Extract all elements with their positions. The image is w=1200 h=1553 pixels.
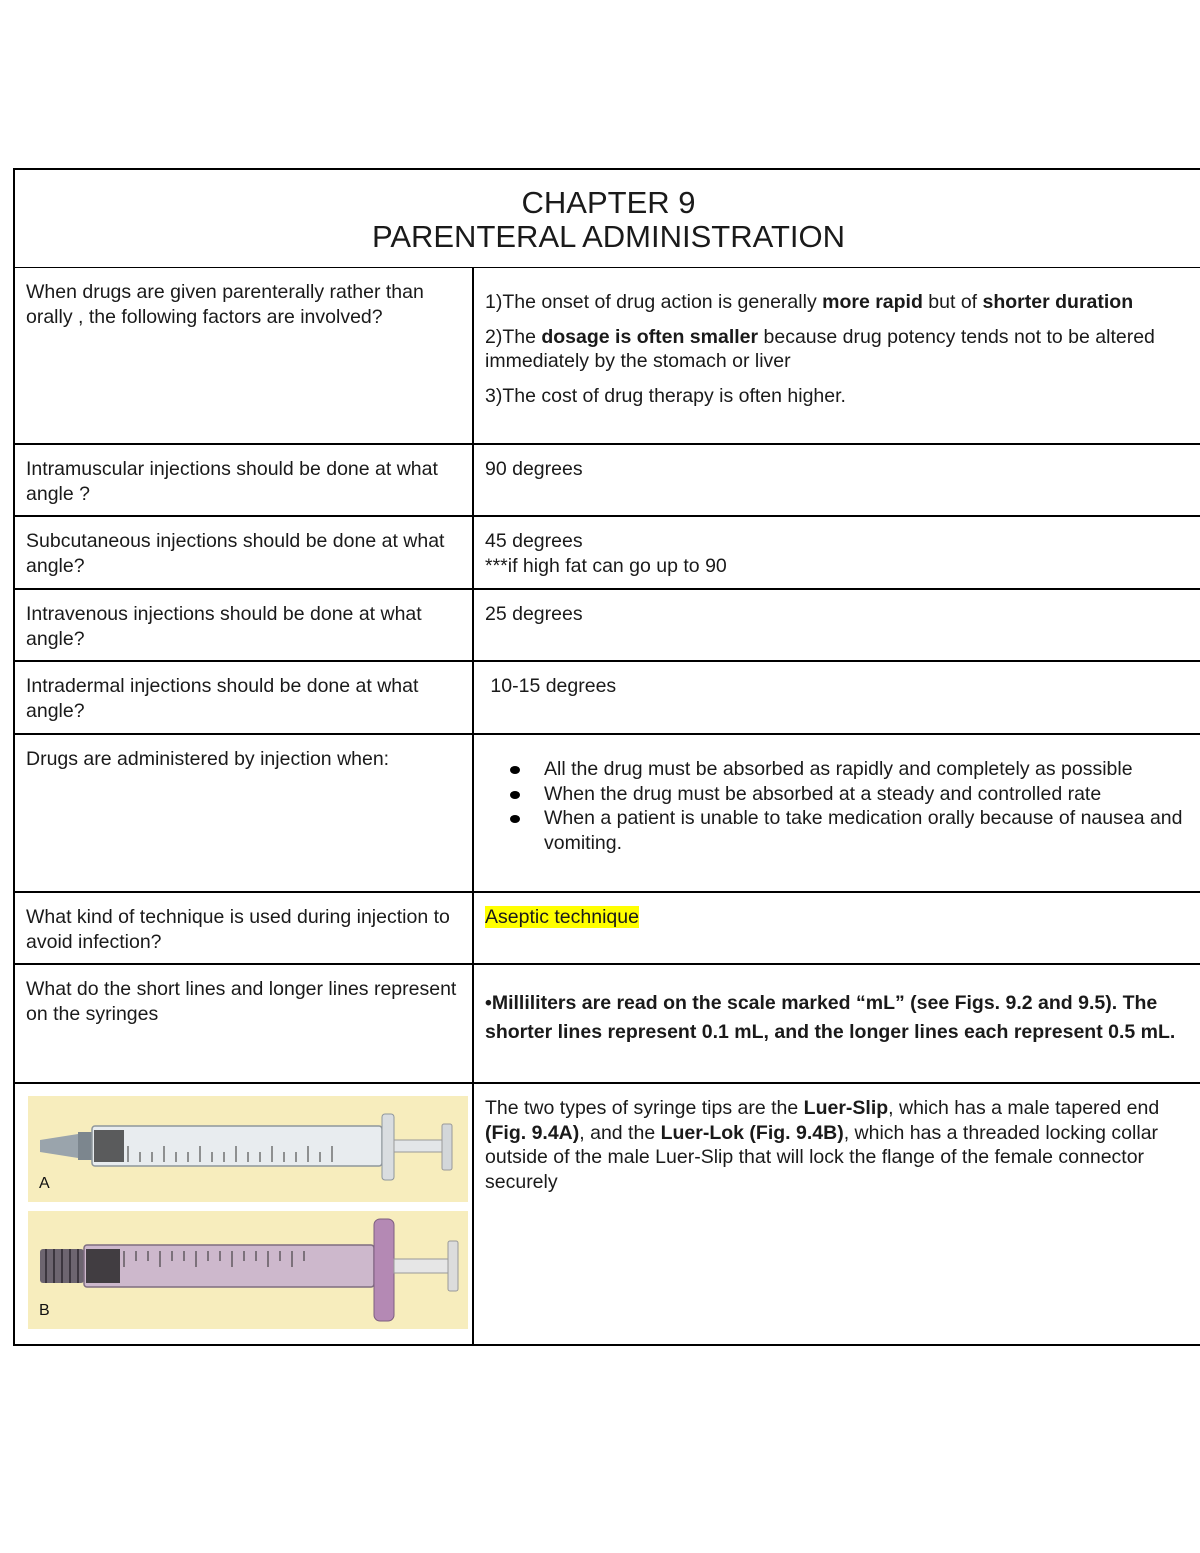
question-cell: Drugs are administered by injection when: (15, 735, 474, 891)
study-table (13, 168, 1200, 1346)
table-row (15, 588, 1200, 660)
list-item: When a patient is unable to take medication orally because of nausea and vomiting. (474, 806, 1190, 855)
figure-cell (15, 1084, 474, 1344)
question-cell: Intravenous injections should be done at what angle? (15, 590, 474, 660)
syringe-figure-a (28, 1096, 468, 1202)
chapter-name: PARENTERAL ADMINISTRATION (371, 219, 846, 254)
answer-paragraph: 2)The dosage is often smaller because drug potency tends not to be altered immediately by the stomach or liver (485, 325, 1155, 372)
answer-paragraph: 3)The cost of drug therapy is often higher. (485, 384, 846, 407)
list-item: When the drug must be absorbed at a steady and controlled rate (474, 782, 1190, 807)
table-row (15, 660, 1200, 733)
answer-cell: 25 degrees (474, 590, 1200, 660)
table-row (15, 891, 1200, 963)
chapter-title (15, 170, 1200, 267)
answer-cell: 10-15 degrees (474, 662, 1200, 733)
bullet-list (474, 757, 1190, 855)
answer-paragraph: 1)The onset of drug action is generally more rapid but of shorter duration (485, 291, 1134, 313)
figure-label-b: B (39, 1301, 50, 1319)
question-cell: Subcutaneous injections should be done at what angle? (15, 517, 474, 588)
question-cell: When drugs are given parenterally rather than orally , the following factors are involved? (15, 268, 474, 443)
answer-cell (474, 268, 1200, 443)
answer-cell (474, 893, 1200, 963)
syringe-figure-b (28, 1211, 468, 1329)
answer-cell: 45 degrees ***if high fat can go up to 90 (474, 517, 1200, 588)
table-row (15, 515, 1200, 588)
question-cell: Intramuscular injections should be done at what angle ? (15, 445, 474, 515)
luer-lok-syringe-image (28, 1211, 468, 1329)
figure-label-a: A (39, 1174, 50, 1192)
bullet-icon (510, 815, 520, 823)
bullet-icon (510, 766, 520, 774)
question-cell: What kind of technique is used during injection to avoid infection? (15, 893, 474, 963)
table-row (15, 733, 1200, 891)
answer-note: ***if high fat can go up to 90 (485, 554, 727, 577)
question-cell: What do the short lines and longer lines represent on the syringes (15, 965, 474, 1082)
luer-slip-syringe-image (28, 1096, 468, 1202)
answer-cell: •Milliliters are read on the scale marked “mL” (see Figs. 9.2 and 9.5). The shorter lines represent 0.1 mL, and the longer lines each represent 0.5 mL. (474, 965, 1200, 1082)
table-row (15, 443, 1200, 515)
answer-cell (474, 735, 1200, 891)
list-item: All the drug must be absorbed as rapidly and completely as possible (474, 757, 1190, 782)
bullet-icon (510, 791, 520, 799)
question-cell: Intradermal injections should be done at what angle? (15, 662, 474, 733)
table-row (15, 963, 1200, 1082)
table-row (15, 1082, 1200, 1344)
chapter-number: CHAPTER 9 (521, 185, 696, 220)
highlighted-answer: Aseptic technique (485, 906, 639, 928)
answer-cell: The two types of syringe tips are the Luer-Slip, which has a male tapered end (Fig. 9.4A), and the Luer-Lok (Fig. 9.4B), which has a threaded locking collar outside of the male Luer-Slip that will lock the flange of the female connector securely (474, 1084, 1200, 1344)
title-row (15, 170, 1200, 267)
answer-cell: 90 degrees (474, 445, 1200, 515)
table-row (15, 267, 1200, 443)
